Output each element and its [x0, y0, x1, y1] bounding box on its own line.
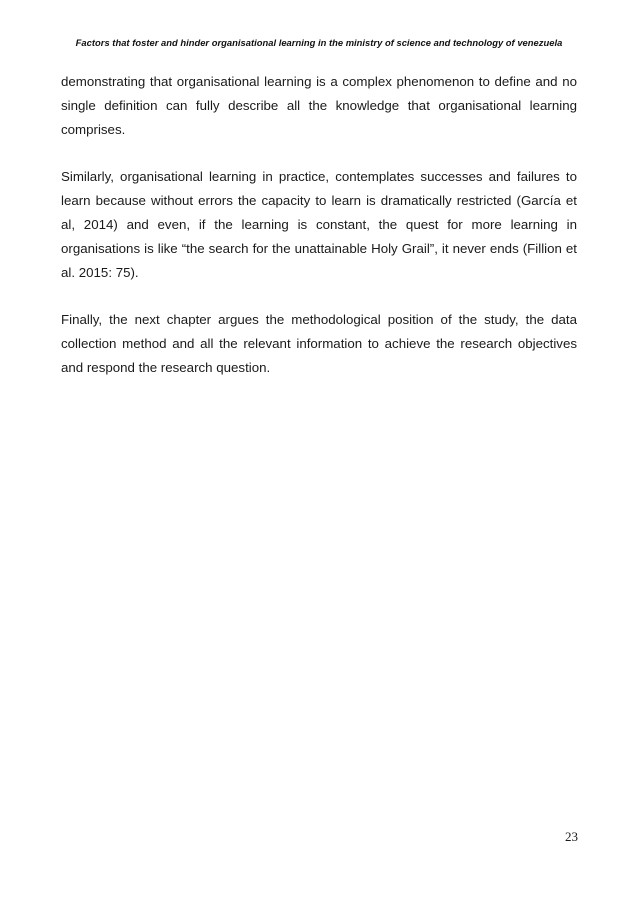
paragraph-3: Finally, the next chapter argues the methodological position of the study, the data collection method and all the relevant information to achieve the research objectives and respond the research question.	[61, 312, 577, 375]
running-header: Factors that foster and hinder organisational learning in the ministry of science and technology of venezuela	[75, 37, 563, 48]
paragraph-1: demonstrating that organisational learning is a complex phenomenon to define and no single definition can fully describe all the knowledge that organisational learning comprises.	[61, 74, 577, 137]
page-number: 23	[565, 829, 578, 844]
body-text	[61, 70, 577, 403]
paragraph-2: Similarly, organisational learning in practice, contemplates successes and failures to learn because without errors the capacity to learn is dramatically restricted (García et al, 2014) and even, if the learning is constant, the quest for more learning in organisations is like “the search for the unattainable Holy Grail”, it never ends (Fillion et al. 2015: 75).	[61, 169, 577, 280]
